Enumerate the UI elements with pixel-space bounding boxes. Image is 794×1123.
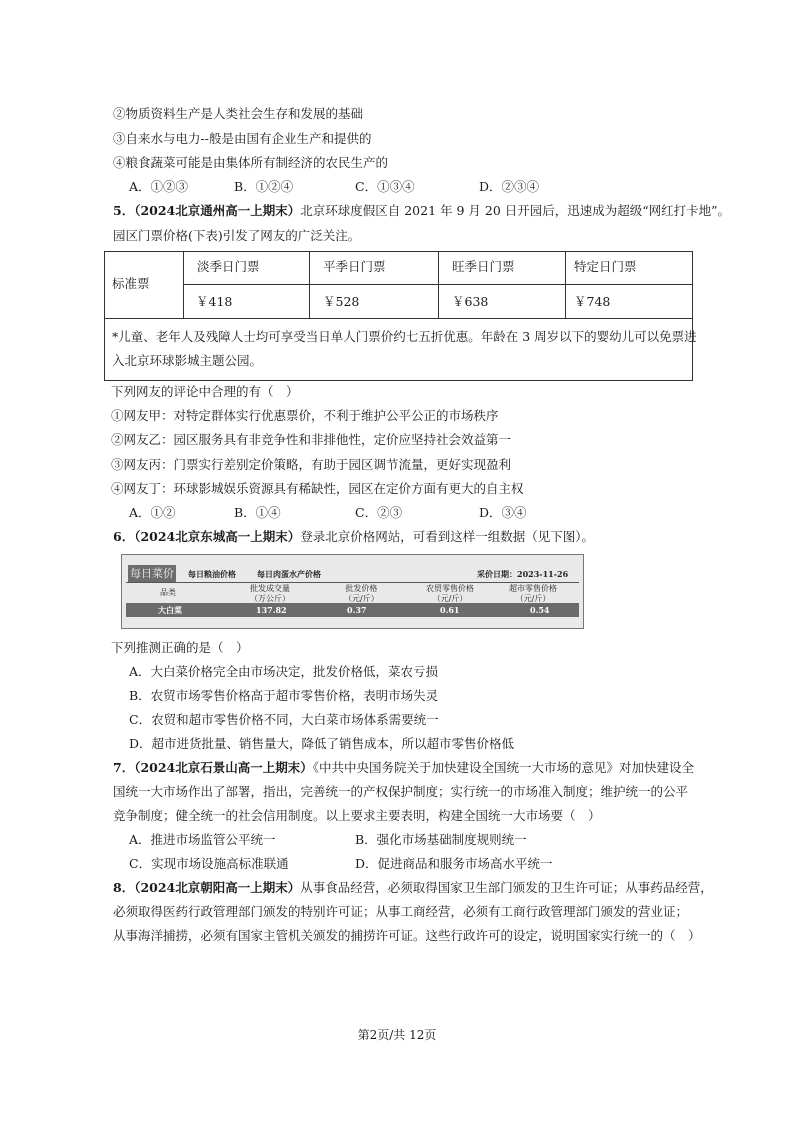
q8-stem-line-2: 必须取得医药行政管理部门颁发的特别许可证；从事工商经营，必须有工商行政管理部门颁发的营业证； <box>113 904 689 919</box>
q5-item-2: ②网友乙：园区服务具有非竞争性和非排他性，定价应坚持社会效益第一 <box>111 432 512 447</box>
q6-source: （2024北京东城高一上期末） <box>134 529 301 544</box>
intro-item-2: ②物质资料生产是人类社会生存和发展的基础 <box>113 106 364 121</box>
table-header-special-day: 特定日门票 <box>574 259 637 274</box>
row-category-cabbage: 大白菜 <box>158 605 182 615</box>
table-header-peak-season: 旺季日门票 <box>452 259 515 274</box>
q4-option-b: B．①②④ <box>234 179 294 194</box>
q6-number: 6． <box>113 529 135 544</box>
q5-item-4: ④网友丁：环球影城娱乐资源具有稀缺性，园区在定价方面有更大的自主权 <box>111 481 524 496</box>
q7-option-d: D．促进商品和服务市场高水平统一 <box>355 856 553 871</box>
q5-source: （2024北京通州高一上期末） <box>134 203 301 218</box>
q5-stem-line-1 <box>113 203 730 219</box>
q6-stem <box>113 529 594 545</box>
q5-option-d: D．③④ <box>479 505 527 520</box>
q6-option-c: C．农贸和超市零售价格不同，大白菜市场体系需要统一 <box>129 712 439 727</box>
table-header-regular-season: 平季日门票 <box>323 259 386 274</box>
q5-stem-text-1: 北京环球度假区自 2021 年 9 月 20 日开园后，迅速成为超级“网红打卡地”。 <box>300 203 731 218</box>
tab-meat-egg-seafood-price: 每日肉蛋水产价格 <box>257 569 321 579</box>
q7-option-c: C．实现市场设施高标准联通 <box>129 856 289 871</box>
column-wholesale-price: 批发价格 （元/斤） <box>344 584 379 603</box>
q6-stem-text: 登录北京价格网站，可看到这样一组数据（见下图）。 <box>300 529 595 544</box>
intro-item-4: ④粮食蔬菜可能是由集体所有制经济的农民生产的 <box>113 155 389 170</box>
q6-option-a: A．大白菜价格完全由市场决定，批发价格低，菜农亏损 <box>129 664 439 679</box>
q5-number: 5． <box>113 203 135 218</box>
q8-stem-line-1 <box>113 880 713 896</box>
q7-stem-line-3: 竞争制度；健全统一的社会信用制度。以上要求主要表明，构建全国统一大市场要（ ） <box>113 808 601 823</box>
q7-stem-line-1 <box>113 760 694 776</box>
price-website-screenshot <box>121 554 584 629</box>
q7-stem-text-1: 《中共中央国务院关于加快建设全国统一大市场的意见》对加快建设全 <box>312 760 695 775</box>
collection-date: 采价日期：2023-11-26 <box>477 569 569 579</box>
table-price-special-day: ￥748 <box>574 294 611 309</box>
q6-question: 下列推测正确的是（ ） <box>111 640 249 655</box>
table-note-line-1: *儿童、老年人及残障人士均可享受当日单人门票价约七五折优惠。年龄在 3 周岁以下的婴幼儿可以免票进 <box>112 329 697 344</box>
q5-option-b: B．①④ <box>234 505 281 520</box>
q8-number: 8． <box>113 880 135 895</box>
table-price-peak-season: ￥638 <box>452 294 489 309</box>
column-market-retail-price: 农贸零售价格 （元/斤） <box>426 584 474 603</box>
q4-option-d: D．②③④ <box>479 179 540 194</box>
page-footer: 第2页/共 12页 <box>357 1028 437 1042</box>
q6-option-d: D．超市进货批量、销售量大，降低了销售成本，所以超市零售价格低 <box>129 736 515 751</box>
column-wholesale-volume: 批发成交量 （万公斤） <box>250 584 290 603</box>
column-supermarket-retail-price: 超市零售价格 （元/斤） <box>509 584 557 603</box>
q6-option-b: B．农贸市场零售价格高于超市零售价格，表明市场失灵 <box>129 688 439 703</box>
cabbage-data-row <box>126 603 579 617</box>
ticket-price-table <box>104 251 697 381</box>
q5-option-a: A．①② <box>129 505 176 520</box>
column-category: 品类 <box>160 588 176 597</box>
table-price-regular-season: ￥528 <box>323 294 360 309</box>
q4-option-c: C．①③④ <box>355 179 415 194</box>
table-note-line-2: 入北京环球影城主题公园。 <box>112 353 263 368</box>
q5-stem-line-2: 园区门票价格(下表)引发了网友的广泛关注。 <box>113 228 361 243</box>
q5-item-1: ①网友甲：对特定群体实行优惠票价，不利于维护公平公正的市场秩序 <box>111 408 499 423</box>
q7-number: 7． <box>113 760 135 775</box>
tab-grain-oil-price: 每日粮油价格 <box>188 569 236 579</box>
q7-option-b: B．强化市场基础制度规则统一 <box>355 832 527 847</box>
row-supermarket-retail-price: 0.54 <box>530 605 550 615</box>
table-header-off-season: 淡季日门票 <box>197 259 260 274</box>
q5-option-c: C．②③ <box>355 505 403 520</box>
table-row-header: 标准票 <box>112 276 150 291</box>
q7-source: （2024北京石景山高一上期末） <box>134 760 313 775</box>
q7-option-a: A．推进市场监管公平统一 <box>129 832 276 847</box>
q7-stem-line-2: 国统一大市场作出了部署，指出，完善统一的产权保护制度；实行统一的市场准入制度；维护统一的公平 <box>113 784 689 799</box>
table-price-off-season: ￥418 <box>196 294 233 309</box>
intro-item-3: ③自来水与电力--般是由国有企业生产和提供的 <box>113 131 372 146</box>
row-wholesale-volume: 137.82 <box>256 605 287 615</box>
daily-vegetable-price-tag: 每日菜价 <box>130 567 174 580</box>
q4-option-a: A．①②③ <box>129 179 189 194</box>
q8-stem-line-3: 从事海洋捕捞，必须有国家主管机关颁发的捕捞许可证。这些行政许可的设定，说明国家实行统一的（ ） <box>113 928 701 943</box>
q8-stem-text-1: 从事食品经营，必须取得国家卫生部门颁发的卫生许可证；从事药品经营， <box>300 880 713 895</box>
q8-source: （2024北京朝阳高一上期末） <box>134 880 301 895</box>
q5-question: 下列网友的评论中合理的有（ ） <box>111 384 299 399</box>
row-wholesale-price: 0.37 <box>347 605 367 615</box>
q5-item-3: ③网友丙：门票实行差别定价策略，有助于园区调节流量，更好实现盈利 <box>111 457 512 472</box>
row-market-retail-price: 0.61 <box>440 605 460 615</box>
